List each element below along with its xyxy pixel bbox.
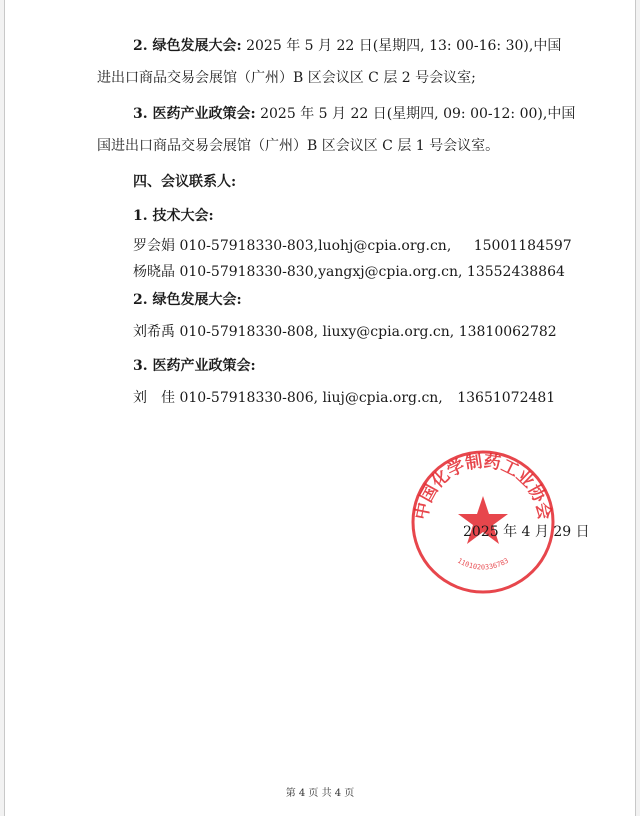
contact-row (133, 322, 557, 342)
contact-mobile: 13810062782 (458, 324, 557, 340)
contact-row (133, 236, 572, 256)
seal-number-text: 1101020336783 (455, 556, 511, 572)
contact-phone: 010-57918330-808, (179, 324, 319, 340)
contact-name: 杨晓晶 (133, 264, 175, 280)
group-title-pharma: 3. 医药产业政策会: (133, 358, 256, 374)
group-title-tech: 1. 技术大会: (133, 208, 214, 224)
venue-green-line2: 进出口商品交易会展馆（广州）B 区会议区 C 层 2 号会议室; (97, 70, 476, 86)
contact-email: liuj@cpia.org.cn, (322, 390, 443, 406)
venue-pharma-time: 2025 年 5 月 22 日(星期四, 09: 00-12: 00),中国 (255, 106, 576, 122)
contact-name: 刘 佳 (133, 390, 175, 406)
contact-row (133, 388, 555, 408)
venue-green-time: 2025 年 5 月 22 日(星期四, 13: 00-16: 30),中国 (241, 38, 562, 54)
contact-email: yangxj@cpia.org.cn, (318, 264, 463, 280)
contact-name: 罗会娟 (133, 238, 175, 254)
contact-email: liuxy@cpia.org.cn, (322, 324, 455, 340)
contact-phone: 010-57918330-803, (179, 238, 319, 254)
contact-row (133, 262, 565, 282)
page-footer: 第 4 页 共 4 页 (285, 788, 355, 799)
seal-name-text: 中国化学制药工业协会 (411, 451, 555, 522)
contact-phone: 010-57918330-806, (179, 390, 319, 406)
group-title-green: 2. 绿色发展大会: (133, 292, 242, 308)
venue-pharma-line1 (133, 104, 575, 124)
contact-mobile: 13552438864 (466, 264, 565, 280)
contact-name: 刘希禹 (133, 324, 175, 340)
signature-date: 2025 年 4 月 29 日 (463, 524, 590, 540)
contact-mobile: 13651072481 (457, 390, 556, 406)
venue-green-line1 (133, 36, 561, 56)
venue-green-label: 2. 绿色发展大会: (133, 38, 242, 54)
contact-phone: 010-57918330-830, (179, 264, 319, 280)
venue-pharma-label: 3. 医药产业政策会: (133, 106, 256, 122)
document-page (4, 0, 636, 816)
venue-pharma-line2: 国进出口商品交易会展馆（广州）B 区会议区 C 层 1 号会议室。 (97, 138, 500, 154)
contact-email: luohj@cpia.org.cn, (318, 238, 452, 254)
contacts-heading: 四、会议联系人: (133, 174, 237, 190)
contact-mobile: 15001184597 (473, 238, 572, 254)
